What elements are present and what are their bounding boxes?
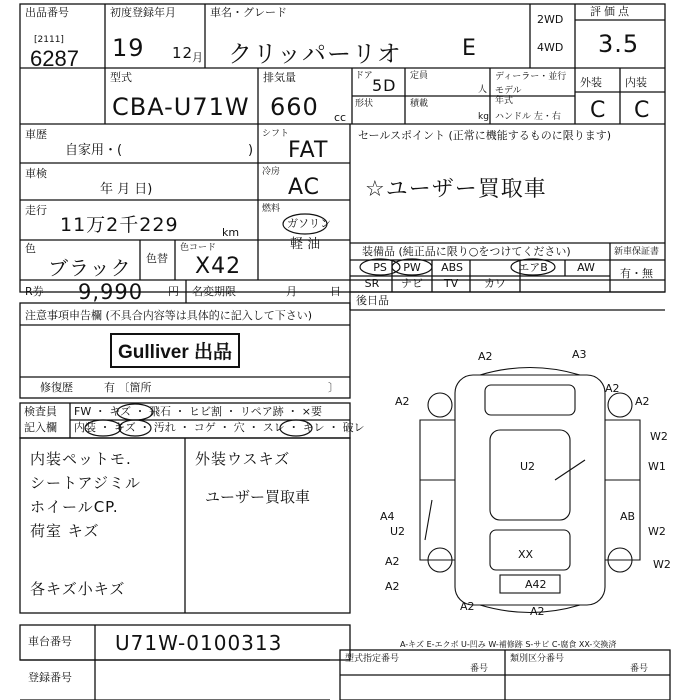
inspector-note: 荷室 キズ [30,522,100,540]
handle-label: ハンドル 左・右 [495,112,561,122]
history-close: ) [248,143,254,158]
inspection-label: 車検 [25,167,47,180]
inspector-right-note: 外装ウスキズ [195,450,291,468]
type-number-sub: 番号 [470,664,489,674]
ac-label: 冷房 [262,167,281,177]
type-number-label: 型式指定番号 [345,654,400,664]
drive-2wd: 2WD [537,13,564,26]
dealer-label: ディーラー・並行 [495,72,567,82]
damage-mark: A4 [380,510,395,523]
doors-label: ドア [355,71,373,81]
month-suffix: 月 [192,51,203,64]
equip-sr: SR [364,277,380,290]
damage-mark: AB [620,510,636,523]
sales-point-label: セールスポイント (正常に機能するものに限ります) [358,129,612,142]
chassis-value: U71W-0100313 [115,631,283,655]
score-value: 3.5 [598,30,640,58]
capacity-unit: 人 [478,85,488,95]
color-code: X42 [195,254,242,279]
yen-unit: 円 [168,285,179,298]
fuel-diesel: 軽 油 [290,237,321,252]
chassis-label: 車台番号 [28,635,72,648]
exterior-label: 外装 [580,76,602,89]
history-label: 車歴 [25,128,47,141]
shift-value: FAT [288,138,329,163]
inspector-note: 各キズ小キズ [30,580,126,598]
damage-mark: U2 [390,525,406,538]
first-registration-year: 19 [112,34,145,62]
damage-mark: A2 [385,580,400,593]
equip-airbag: エアB [518,261,548,274]
damage-mark: U2 [520,460,536,473]
damage-mark: A2 [460,600,475,613]
damage-mark: W2 [648,525,666,538]
lot-number: 6287 [30,46,79,71]
capacity-label: 定員 [410,71,429,81]
damage-mark: A2 [530,605,545,618]
displacement-value: 660 [270,93,319,121]
class-number-label: 類別区分番号 [510,654,565,664]
kg-unit: kg [478,112,489,122]
name-change-label: 名変期限 [192,285,236,298]
car-diagram [420,368,640,613]
inspector-row2: 内装 ・ キズ ・ 汚れ ・ コゲ ・ 穴 ・ スレ ・ キレ ・ 破レ [74,421,365,434]
equip-abs: ABS [441,261,463,274]
lot-number-label: 出品番号 [25,6,69,19]
cc-unit: cc [334,111,347,124]
inspector-note: ホイールCP. [30,498,119,516]
damage-mark: W2 [653,558,671,571]
inspector-entry-label: 記入欄 [24,421,57,434]
first-registration-month: 12 [172,44,194,62]
color-code-label: 色コード [180,243,217,253]
warranty-value: 有・無 [620,267,653,280]
car-name: クリッパーリオ [228,40,402,68]
first-registration-label: 初度登録年月 [110,6,176,19]
sales-point-value: ☆ユーザー買取車 [365,177,547,202]
class-number-sub: 番号 [630,664,649,674]
km-unit: km [222,226,240,239]
displacement-label: 排気量 [263,71,296,84]
model-label: 型式 [110,71,132,84]
damage-mark: A3 [572,348,587,361]
warranty-label: 新車保証書 [614,247,660,257]
damage-mark: A2 [395,395,410,408]
inspector-label: 検査員 [24,405,57,418]
equip-ps: PS [373,261,387,274]
repair-label: 修復歴 [40,381,73,394]
fuel-gas: ガソリン [287,217,331,230]
interior-label: 内装 [625,76,647,89]
recycle-label: R券 [25,285,44,298]
lot-sub-code: [2111] [34,35,64,45]
color-label: 色 [25,242,36,255]
equip-pw: PW [403,261,421,274]
mileage-label: 走行 [25,204,47,217]
gulliver-stamp: Gulliver 出品 [110,333,240,368]
shape-label: 形状 [355,99,374,109]
ac-value: AC [288,175,321,200]
damage-mark: A2 [605,382,620,395]
equipment-label: 装備品 (純正品に限り○をつけてください) [362,245,571,258]
damage-mark: XX [518,548,534,561]
model-value: CBA-U71W [112,93,250,121]
damage-mark: A42 [525,578,547,591]
inspection-value: 年 月 日) [100,182,153,197]
inspector-note: 内装ペットモ. [30,450,132,468]
interior-grade: C [634,98,651,123]
model-year-label: モデル 年式 [495,86,522,106]
inspector-row1: FW ・ キズ ・ 飛石 ・ ヒビ割 ・ リペア跡 ・ ×要 [74,405,322,418]
exterior-grade: C [590,98,607,123]
inspector-printed-note: ユーザー買取車 [205,489,311,506]
equip-leather: カワ [484,277,506,290]
equip-navi: ナビ [401,277,423,290]
damage-mark: W2 [650,430,668,443]
diagram-legend: A-キズ E-エクボ U-凹み W-補修跡 S-サビ C-腐食 XX-交換済 [400,640,617,649]
drive-4wd: 4WD [537,41,564,54]
notes-label: 注意事項申告欄 (不具合内容等は具体的に記入して下さい) [25,309,313,322]
doors-value: 5D [372,76,397,95]
registration-label: 登録番号 [28,671,72,684]
repair-close: 〕 [328,381,339,394]
recycle-value: 9,990 [78,280,144,304]
grade: E [462,36,477,61]
rear-items-label: 後日品 [356,294,389,307]
repair-value: 有 〔箇所 [104,381,152,394]
fuel-label: 燃料 [262,204,281,214]
load-label: 積載 [410,99,429,109]
equip-aw: AW [577,261,595,274]
name-change-month: 月 [286,285,297,298]
inspector-note: シートアジミル [30,474,141,492]
score-label: 評価点 [590,5,632,18]
equip-tv: TV [443,277,459,290]
car-name-label: 車名・グレード [210,6,287,19]
damage-mark: W1 [648,460,666,473]
shift-label: シフト [262,129,290,139]
name-change-day: 日 [330,285,341,298]
damage-mark: A2 [478,350,493,363]
damage-mark: A2 [385,555,400,568]
damage-mark: A2 [635,395,650,408]
color-change-label: 色替 [146,252,168,265]
mileage-value: 11万2千229 [60,214,179,236]
history-value: 自家用・( [65,143,123,158]
color-value: ブラック [48,256,132,280]
